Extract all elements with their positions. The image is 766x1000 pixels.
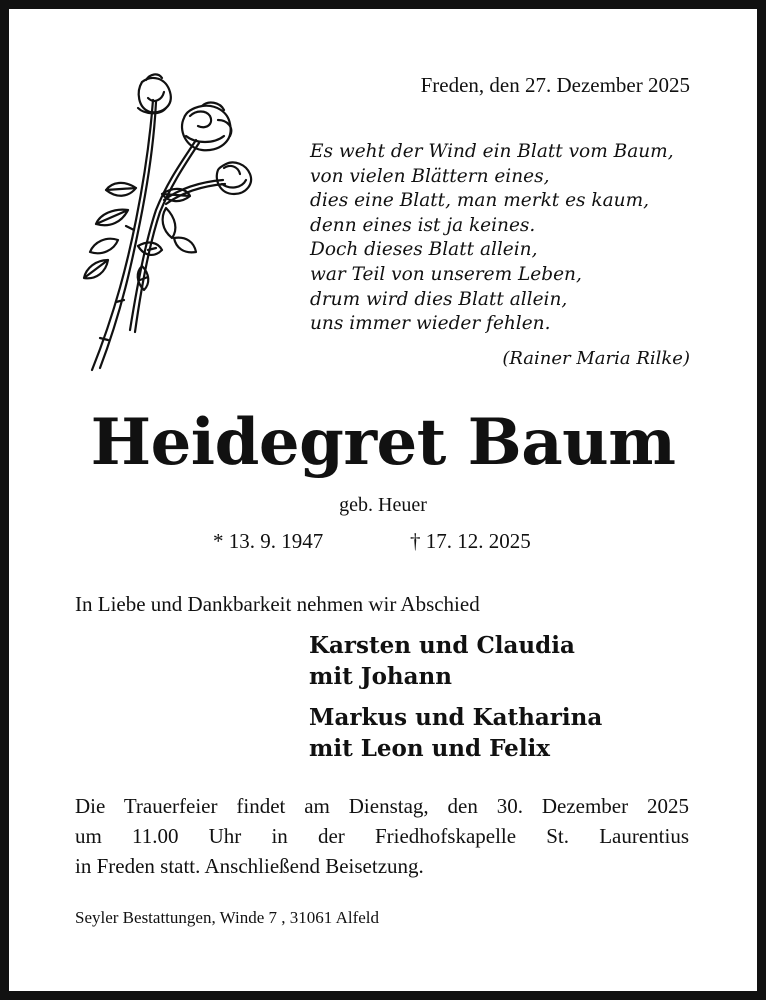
mourners-list <box>309 630 602 774</box>
funeral-line: um 11.00 Uhr in der Friedhofskapelle St. Laurentius <box>75 824 689 848</box>
deceased-name: Heidegret Baum <box>90 405 676 480</box>
poem-line: war Teil von unserem Leben, <box>310 263 582 285</box>
poem <box>310 140 710 337</box>
poem-author: (Rainer Maria Rilke) <box>502 348 690 369</box>
poem-line: dies eine Blatt, man merkt es kaum, <box>310 190 649 212</box>
mourner-group <box>309 630 602 692</box>
poem-line: Doch dieses Blatt allein, <box>310 239 538 261</box>
mourner-names: mit Johann <box>309 663 452 690</box>
death-date: † 17. 12. 2025 <box>410 529 531 553</box>
birth-date: * 13. 9. 1947 <box>213 529 324 553</box>
undertaker-info: Seyler Bestattungen, Winde 7 , 31061 Alfeld <box>75 908 380 927</box>
poem-line: uns immer wieder fehlen. <box>310 313 551 335</box>
mourner-names: Karsten und Claudia <box>309 632 575 659</box>
rose-icon <box>78 70 258 375</box>
poem-line: Es weht der Wind ein Blatt vom Baum, <box>310 141 674 162</box>
poem-line: drum wird dies Blatt allein, <box>310 288 568 310</box>
mourner-names: Markus und Katharina <box>309 704 603 731</box>
funeral-line: Die Trauerfeier findet am Dienstag, den 30. Dezember 2025 <box>75 794 689 818</box>
funeral-info <box>75 791 689 881</box>
place-date: Freden, den 27. Dezember 2025 <box>420 73 690 97</box>
farewell-intro: In Liebe und Dankbarkeit nehmen wir Abschied <box>75 592 480 616</box>
poem-line: denn eines ist ja keines. <box>310 214 536 236</box>
maiden-name: geb. Heuer <box>339 494 427 516</box>
poem-line: von vielen Blättern eines, <box>310 165 550 187</box>
mourner-names: mit Leon und Felix <box>309 735 551 762</box>
mourner-group <box>309 702 602 764</box>
funeral-line: in Freden statt. Anschließend Beisetzung. <box>75 854 424 878</box>
